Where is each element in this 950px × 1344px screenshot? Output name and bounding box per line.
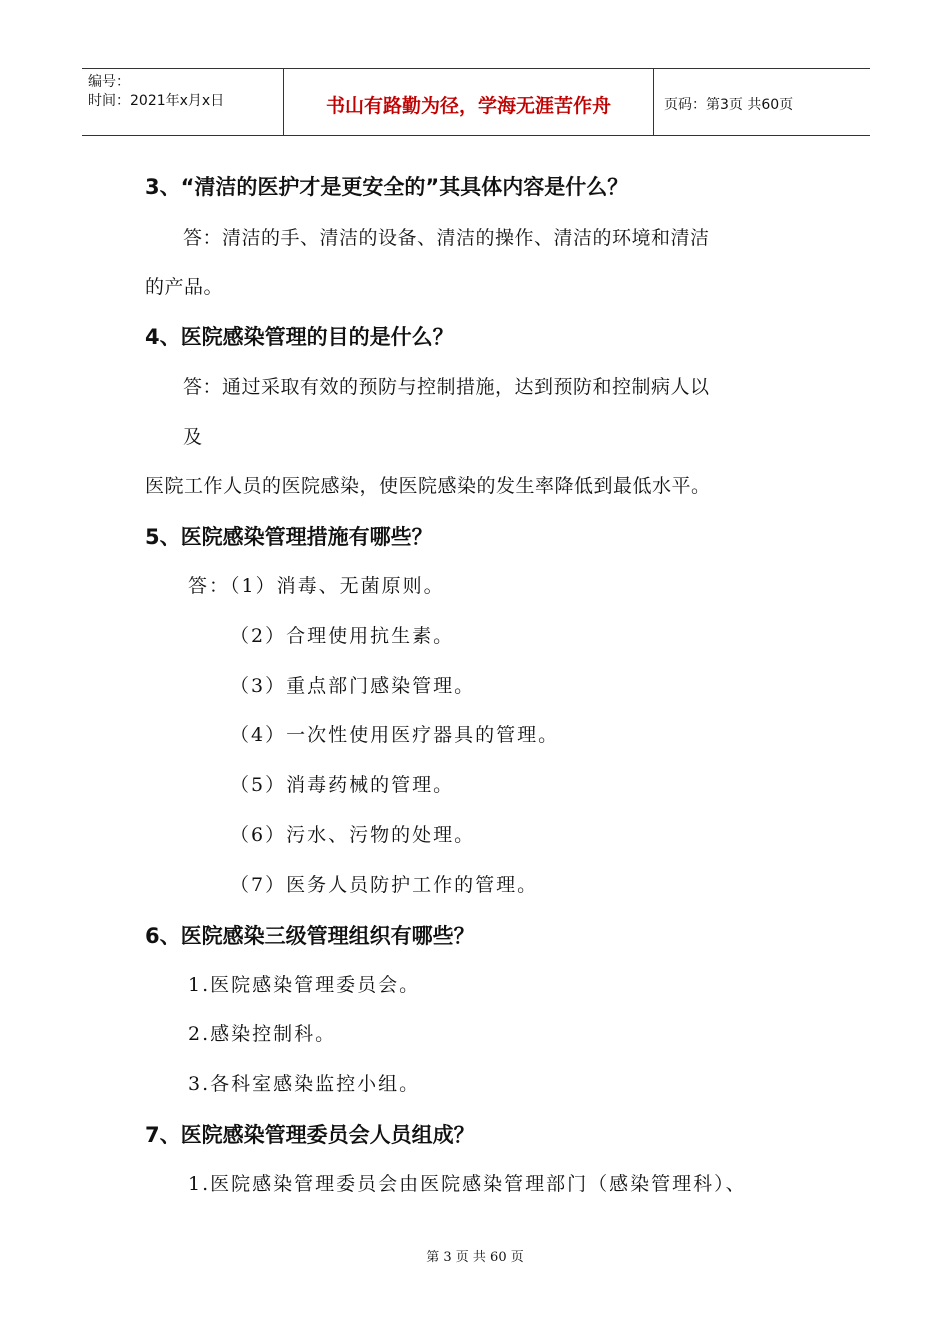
question-6-title: 6、医院感染三级管理组织有哪些？ (145, 924, 475, 948)
question-5-item: （6）污水、污物的处理。 (230, 824, 476, 846)
question-6-item: 1.医院感染管理委员会。 (188, 974, 421, 996)
question-4-answer-cont2: 医院工作人员的医院感染，使医院感染的发生率降低到最低水平。 (145, 475, 711, 497)
header-page-info: 页码：第3页 共60页 (664, 97, 794, 113)
date-label: 时间：2021年x月x日 (88, 93, 225, 109)
header-meta-cell (82, 69, 284, 135)
question-7-title: 7、医院感染管理委员会人员组成？ (145, 1123, 475, 1147)
question-3-title: 3、“清洁的医护才是更安全的”其具体内容是什么？ (145, 175, 629, 199)
page-header (82, 68, 870, 136)
question-5-item: （7）医务人员防护工作的管理。 (230, 874, 539, 896)
question-5-item: （5）消毒药械的管理。 (230, 774, 455, 796)
question-6-item: 2.感染控制科。 (188, 1023, 337, 1045)
question-5-item: （4）一次性使用医疗器具的管理。 (230, 724, 560, 746)
header-motto: 书山有路勤为径，学海无涯苦作舟 (284, 69, 654, 135)
question-4-answer-cont: 及 (183, 426, 203, 448)
question-4-answer: 答：通过采取有效的预防与控制措施，达到预防和控制病人以 (183, 376, 710, 398)
code-label: 编号： (88, 74, 130, 90)
question-4-title: 4、医院感染管理的目的是什么？ (145, 325, 454, 349)
page-footer: 第 3 页 共 60 页 (426, 1250, 524, 1265)
question-7-item: 1.医院感染管理委员会由医院感染管理部门（感染管理科）、 (188, 1173, 747, 1195)
question-6-item: 3.各科室感染监控小组。 (188, 1073, 421, 1095)
question-3-answer: 答：清洁的手、清洁的设备、清洁的操作、清洁的环境和清洁 (183, 227, 710, 249)
question-5-title: 5、医院感染管理措施有哪些？ (145, 525, 433, 549)
question-5-item: （2）合理使用抗生素。 (230, 625, 455, 647)
question-3-answer-cont: 的产品。 (145, 276, 224, 298)
question-5-item: （3）重点部门感染管理。 (230, 675, 476, 697)
question-5-item: 答：（1）消毒、无菌原则。 (188, 575, 445, 597)
